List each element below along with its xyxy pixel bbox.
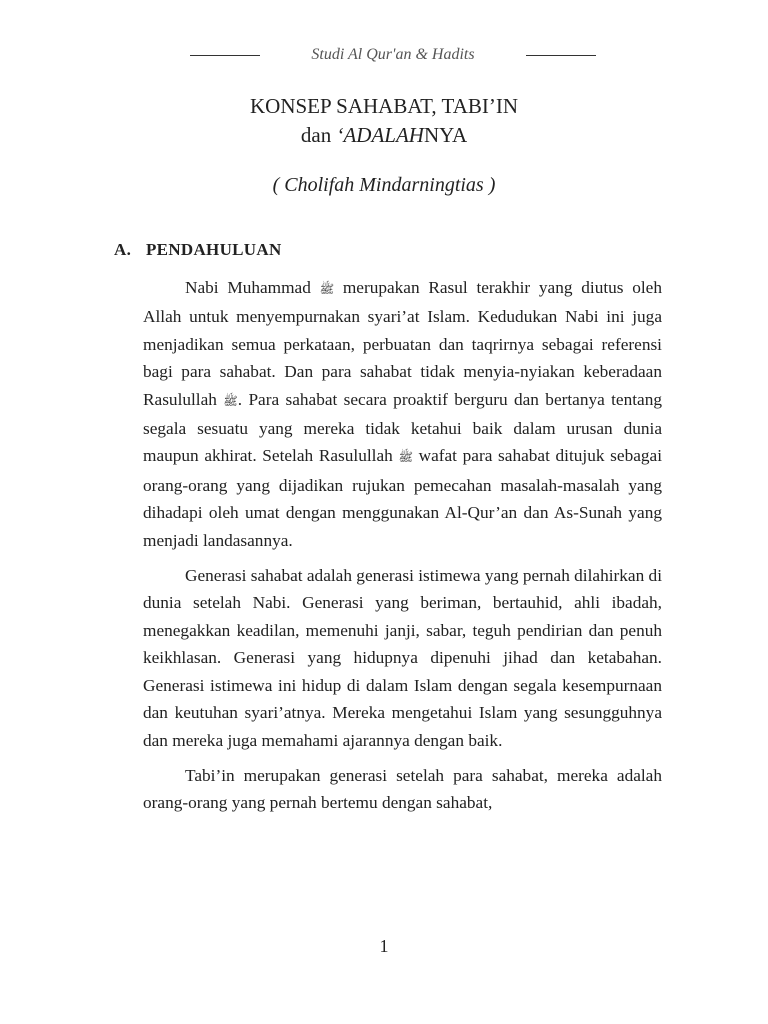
section-heading	[114, 240, 282, 260]
running-head	[190, 46, 596, 64]
body-text	[143, 274, 662, 825]
paragraph-2: Generasi sahabat adalah generasi istimewa yang pernah dilahirkan di dunia setelah Nabi. Generasi yang beriman, bertauhid, ahli ibadah, menegakkan keadilan, memenuhi janji, sabar, teguh pendirian dan penuh keikhlasan. Generasi yang hidupnya dipenuhi jihad dan ketabahan. Generasi istimewa ini hidup di dalam Islam dengan segala kesempurnaan dan keutuhan syari’atnya. Mereka mengetahui Islam yang sesungguhnya dan mereka juga memahami ajarannya dengan baik.	[143, 566, 662, 750]
chapter-title-italic: ‘ADALAH	[336, 123, 424, 147]
saw-symbol-icon: ﷺ	[319, 282, 335, 296]
chapter-title-line2	[0, 121, 768, 150]
paragraph-1	[143, 274, 662, 554]
paragraph-1-part-d: wafat para sahabat ditujuk sebagai orang-orang yang dijadikan rujukan pemecahan masalah-masalah yang dihadapi oleh umat dengan menggunakan Al-Qur’an dan As-Sunah yang menjadi landasannya.	[143, 446, 662, 550]
paragraph-3: Tabi’in merupakan generasi setelah para sahabat, mereka adalah orang-orang yang pernah bertemu dengan sahabat,	[143, 765, 662, 813]
section-title: PENDAHULUAN	[146, 240, 282, 259]
saw-symbol-icon: ﷺ	[223, 393, 238, 408]
paragraph-1-part-c: . Para sahabat secara proaktif berguru dan bertanya tentang segala sesuatu yang mereka tidak ketahui baik dalam urusan dunia maupun akhirat. Setelah Rasulullah	[143, 389, 662, 466]
section-number: A.	[114, 240, 132, 259]
author-name: ( Cholifah Mindarningtias )	[272, 174, 496, 196]
running-head-left-rule	[190, 55, 260, 56]
chapter-title	[0, 92, 768, 150]
running-head-right-rule	[526, 55, 596, 56]
paragraph-1-part-b: merupakan Rasul terakhir yang diutus oleh Allah untuk menyempurnakan syari’at Islam. Kedudukan Nabi ini juga menjadikan semua perkataan, perbuatan dan taqrirnya sebagai referensi bagi para sahabat. Dan para sahabat tidak menyia-nyiakan keberadaan Rasulullah	[143, 278, 662, 409]
paragraph-1-part-a: Nabi Muhammad	[185, 278, 311, 297]
running-head-text: Studi Al Qur'an & Hadits	[311, 46, 475, 63]
chapter-title-line1: KONSEP SAHABAT, TABI’IN	[249, 94, 519, 118]
saw-symbol-icon: ﷺ	[398, 450, 413, 465]
page-number: 1	[379, 936, 389, 956]
chapter-title-prefix: dan	[300, 123, 337, 147]
chapter-title-suffix: NYA	[423, 123, 468, 147]
